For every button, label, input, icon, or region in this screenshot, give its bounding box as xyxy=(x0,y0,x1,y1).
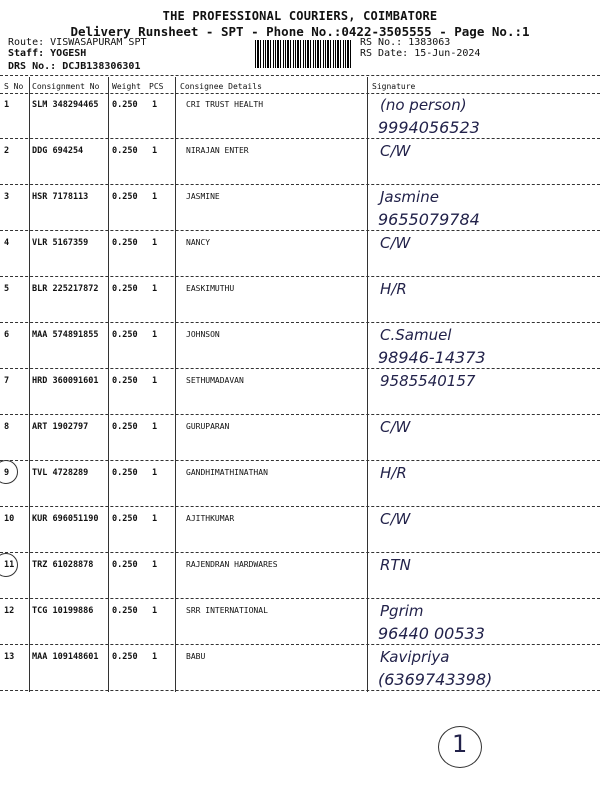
row-consignment-no: HSR 7178113 xyxy=(32,192,89,202)
row-sno: 8 xyxy=(4,422,10,432)
row-sno: 2 xyxy=(4,146,10,156)
row-consignment-no: KUR 696051190 xyxy=(32,514,99,524)
row-sno: 4 xyxy=(4,238,10,248)
row-separator xyxy=(0,598,600,599)
row-consignment-no: TRZ 61028878 xyxy=(32,560,94,570)
row-consignment-no: HRD 360091601 xyxy=(32,376,99,386)
row-pcs: 1 xyxy=(152,376,158,386)
row-weight: 0.250 xyxy=(112,514,138,524)
row-separator xyxy=(0,690,600,691)
route-label: Route: xyxy=(8,37,45,48)
signature-line-1: (no person) xyxy=(380,96,467,114)
col-divider xyxy=(108,77,109,692)
row-separator xyxy=(0,368,600,369)
header-bottom-rule xyxy=(0,93,600,94)
row-weight: 0.250 xyxy=(112,100,138,110)
signature-line-1: Kavipriya xyxy=(380,648,450,666)
row-sno: 12 xyxy=(4,606,15,616)
row-pcs: 1 xyxy=(152,100,158,110)
drs-label: DRS No.: xyxy=(8,61,57,72)
row-consignee: NIRAJAN ENTER xyxy=(186,146,249,155)
drs-value: DCJB138306301 xyxy=(62,61,141,72)
page-count-mark: 1 xyxy=(452,730,468,758)
staff-label: Staff: xyxy=(8,48,45,59)
row-sno: 6 xyxy=(4,330,10,340)
row-weight: 0.250 xyxy=(112,284,138,294)
row-consignee: EASKIMUTHU xyxy=(186,284,235,293)
row-pcs: 1 xyxy=(152,192,158,202)
col-header-sno: S No xyxy=(4,82,24,91)
row-pcs: 1 xyxy=(152,514,158,524)
row-sno: 10 xyxy=(4,514,15,524)
row-separator xyxy=(0,138,600,139)
row-consignee: SETHUMADAVAN xyxy=(186,376,244,385)
row-consignee: GANDHIMATHINATHAN xyxy=(186,468,268,477)
signature-line-1: 9585540157 xyxy=(380,372,476,390)
row-sno: 5 xyxy=(4,284,10,294)
signature-line-1: RTN xyxy=(380,556,411,574)
col-divider xyxy=(29,77,30,692)
rs-date-label: RS Date: xyxy=(360,48,409,59)
row-consignment-no: ART 1902797 xyxy=(32,422,89,432)
signature-line-1: C/W xyxy=(380,510,411,528)
runsheet-subtitle: Delivery Runsheet - SPT - Phone No.:0422-3505555 - Page No.:1 xyxy=(70,24,530,39)
row-consignee: RAJENDRAN HARDWARES xyxy=(186,560,278,569)
barcode-image xyxy=(255,40,351,68)
row-pcs: 1 xyxy=(152,284,158,294)
signature-line-1: H/R xyxy=(380,280,407,298)
row-pcs: 1 xyxy=(152,560,158,570)
row-separator xyxy=(0,414,600,415)
row-weight: 0.250 xyxy=(112,606,138,616)
signature-line-2: 9655079784 xyxy=(378,210,480,229)
signature-line-2: 9994056523 xyxy=(378,118,480,137)
route-value: VISWASAPURAM SPT xyxy=(50,37,147,48)
row-weight: 0.250 xyxy=(112,238,138,248)
row-separator xyxy=(0,552,600,553)
row-consignee: AJITHKUMAR xyxy=(186,514,235,523)
row-sno: 1 xyxy=(4,100,10,110)
rs-date-line xyxy=(360,48,480,59)
row-consignment-no: DDG 694254 xyxy=(32,146,84,156)
row-consignee: CRI TRUST HEALTH xyxy=(186,100,264,109)
row-weight: 0.250 xyxy=(112,376,138,386)
signature-line-1: H/R xyxy=(380,464,407,482)
col-divider xyxy=(175,77,176,692)
rs-date-value: 15-Jun-2024 xyxy=(414,48,481,59)
col-header-weight: Weight xyxy=(112,82,141,91)
row-pcs: 1 xyxy=(152,468,158,478)
col-divider xyxy=(367,77,368,692)
col-header-signature: Signature xyxy=(372,82,416,91)
row-sno: 9 xyxy=(4,468,10,478)
rs-no-value: 1383063 xyxy=(408,37,451,48)
row-consignment-no: VLR 5167359 xyxy=(32,238,89,248)
row-pcs: 1 xyxy=(152,652,158,662)
row-separator xyxy=(0,322,600,323)
signature-line-1: C/W xyxy=(380,142,411,160)
signature-line-1: C/W xyxy=(380,418,411,436)
row-consignment-no: TCG 10199886 xyxy=(32,606,94,616)
row-pcs: 1 xyxy=(152,422,158,432)
row-separator xyxy=(0,460,600,461)
row-consignee: JASMINE xyxy=(186,192,220,201)
signature-line-1: Pgrim xyxy=(380,602,424,620)
row-sno: 3 xyxy=(4,192,10,202)
row-pcs: 1 xyxy=(152,238,158,248)
signature-line-1: Jasmine xyxy=(380,188,439,206)
col-header-consignment: Consignment No xyxy=(32,82,100,91)
row-consignee: BABU xyxy=(186,652,206,661)
signature-line-2: 96440 00533 xyxy=(378,624,485,643)
row-separator xyxy=(0,184,600,185)
route-line xyxy=(8,37,146,48)
col-header-pcs: PCS xyxy=(149,82,164,91)
rs-no-line xyxy=(360,37,450,48)
signature-line-2: 98946-14373 xyxy=(378,348,486,367)
staff-value: YOGESH xyxy=(50,48,87,59)
rs-no-label: RS No.: xyxy=(360,37,403,48)
row-11-circle-mark xyxy=(0,553,18,577)
col-header-consignee: Consignee Details xyxy=(180,82,262,91)
signature-line-1: C.Samuel xyxy=(380,326,452,344)
row-consignee: SRR INTERNATIONAL xyxy=(186,606,268,615)
row-weight: 0.250 xyxy=(112,192,138,202)
row-consignee: GURUPARAN xyxy=(186,422,230,431)
row-separator xyxy=(0,506,600,507)
company-title: THE PROFESSIONAL COURIERS, COIMBATORE xyxy=(162,9,438,23)
row-sno: 13 xyxy=(4,652,15,662)
signature-line-2: (6369743398) xyxy=(378,670,493,689)
row-9-circle-mark xyxy=(0,460,18,484)
signature-line-1: C/W xyxy=(380,234,411,252)
row-consignment-no: TVL 4728289 xyxy=(32,468,89,478)
row-weight: 0.250 xyxy=(112,468,138,478)
row-separator xyxy=(0,230,600,231)
row-pcs: 1 xyxy=(152,606,158,616)
drs-line xyxy=(8,61,140,72)
row-sno: 11 xyxy=(4,560,15,570)
row-consignee: NANCY xyxy=(186,238,211,247)
row-weight: 0.250 xyxy=(112,330,138,340)
row-pcs: 1 xyxy=(152,330,158,340)
row-consignment-no: SLM 348294465 xyxy=(32,100,99,110)
row-weight: 0.250 xyxy=(112,560,138,570)
row-separator xyxy=(0,644,600,645)
staff-line xyxy=(8,48,86,59)
row-weight: 0.250 xyxy=(112,146,138,156)
row-consignee: JOHNSON xyxy=(186,330,220,339)
row-weight: 0.250 xyxy=(112,422,138,432)
row-weight: 0.250 xyxy=(112,652,138,662)
row-separator xyxy=(0,276,600,277)
row-pcs: 1 xyxy=(152,146,158,156)
row-consignment-no: MAA 109148601 xyxy=(32,652,99,662)
row-consignment-no: MAA 574891855 xyxy=(32,330,99,340)
row-consignment-no: BLR 225217872 xyxy=(32,284,99,294)
row-sno: 7 xyxy=(4,376,10,386)
table-top-rule xyxy=(0,75,600,76)
